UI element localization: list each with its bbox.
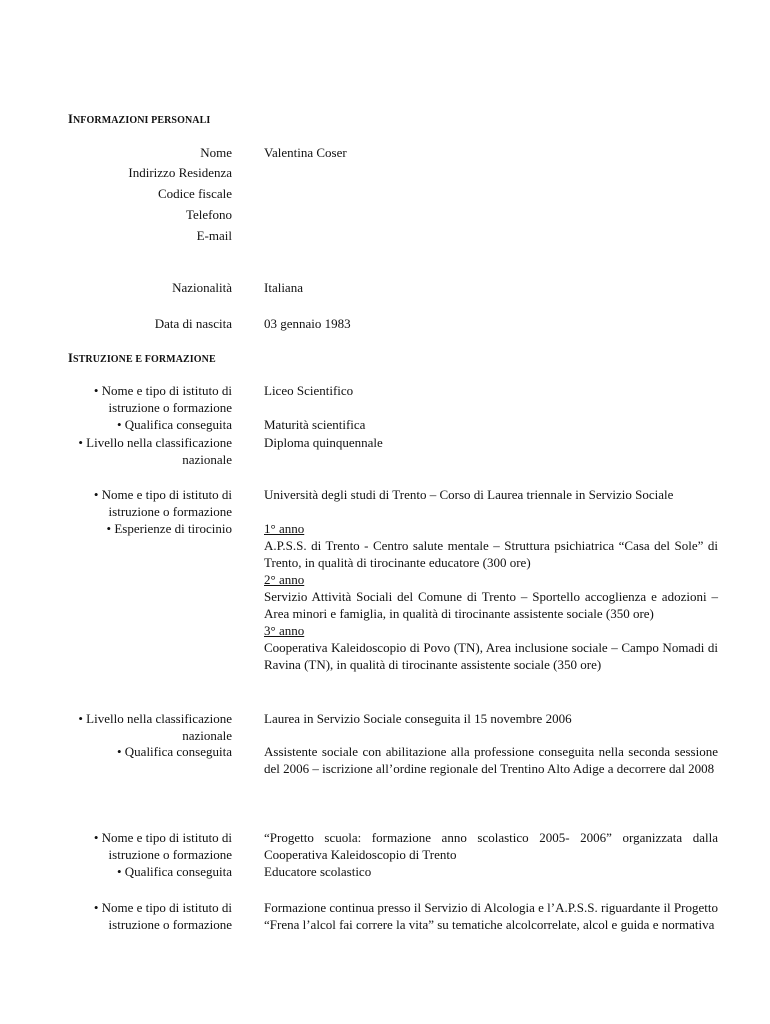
entry1-livello: Diploma quinquennale xyxy=(264,435,383,450)
label-esperienze: • Esperienze di tirocinio xyxy=(106,521,232,536)
label-qualifica: • Qualifica conseguita xyxy=(116,864,232,879)
label-istituto: • Nome e tipo di istituto di istruzione o formazione xyxy=(93,830,232,862)
entry3-qualifica: Assistente sociale con abilitazione alla professione conseguita nella seconda sessione del 2006 – iscrizione all’ordine regionale del Trentino Alto Adige a decorrere dal 2008 xyxy=(264,744,718,776)
entry1-istituto: Liceo Scientifico xyxy=(264,383,354,398)
anno1-heading: 1° anno xyxy=(264,521,305,536)
entry5-istituto: Formazione continua presso il Servizio di Alcologia e l’A.P.S.S. riguardante il Progetto “Frena l’alcol fai correre la vita” su tematiche alcolcorrelate, alcol e guida e normativa xyxy=(264,900,718,932)
anno2-text: Servizio Attività Sociali del Comune di Trento – Sportello accoglienza e adozioni – Area minori e famiglia, in qualità di tirocinante assistente sociale (350 ore) xyxy=(264,589,718,621)
label-istituto: • Nome e tipo di istituto di istruzione o formazione xyxy=(93,487,232,519)
label-codice-fiscale: Codice fiscale xyxy=(158,186,232,201)
anno3-text: Cooperativa Kaleidoscopio di Povo (TN), Area inclusione sociale – Campo Nomadi di Ravina (TN), in qualità di tirocinante assistente sociale (350 ore) xyxy=(264,640,718,672)
entry2-istituto: Università degli studi di Trento – Corso di Laurea triennale in Servizio Sociale xyxy=(264,487,674,502)
label-nome: Nome xyxy=(200,145,232,160)
label-data-nascita: Data di nascita xyxy=(154,316,232,331)
entry4-istituto: “Progetto scuola: formazione anno scolastico 2005- 2006” organizzata dalla Cooperativa Kaleidoscopio di Trento xyxy=(264,830,718,862)
entry3-livello: Laurea in Servizio Sociale conseguita il 15 novembre 2006 xyxy=(264,711,572,726)
anno1-text: A.P.S.S. di Trento - Centro salute mentale – Struttura psichiatrica “Casa del Sole” di Trento, in qualità di tirocinante educatore (300 ore) xyxy=(264,538,718,570)
anno3-heading: 3° anno xyxy=(264,623,305,638)
entry4-qualifica: Educatore scolastico xyxy=(264,864,372,879)
label-telefono: Telefono xyxy=(185,207,232,222)
anno2-heading: 2° anno xyxy=(264,572,305,587)
value-nome: Valentina Coser xyxy=(264,145,347,160)
entry1-qualifica: Maturità scientifica xyxy=(264,417,366,432)
label-livello: • Livello nella classificazione nazionale xyxy=(78,435,232,467)
value-data-nascita: 03 gennaio 1983 xyxy=(264,316,351,331)
label-istituto: • Nome e tipo di istituto di istruzione o formazione xyxy=(93,383,232,415)
label-istituto: • Nome e tipo di istituto di istruzione o formazione xyxy=(93,900,232,932)
label-livello: • Livello nella classificazione nazionale xyxy=(78,711,232,743)
education-heading: ISTRUZIONE E FORMAZIONE xyxy=(68,351,216,365)
label-email: E-mail xyxy=(196,228,232,243)
label-nazionalita: Nazionalità xyxy=(172,280,232,295)
label-qualifica: • Qualifica conseguita xyxy=(116,417,232,432)
value-nazionalita: Italiana xyxy=(264,280,303,295)
label-indirizzo: Indirizzo Residenza xyxy=(128,165,232,180)
personal-info-heading: INFORMAZIONI PERSONALI xyxy=(68,112,211,126)
label-qualifica: • Qualifica conseguita xyxy=(116,744,232,759)
entry2-tirocini xyxy=(264,520,718,673)
